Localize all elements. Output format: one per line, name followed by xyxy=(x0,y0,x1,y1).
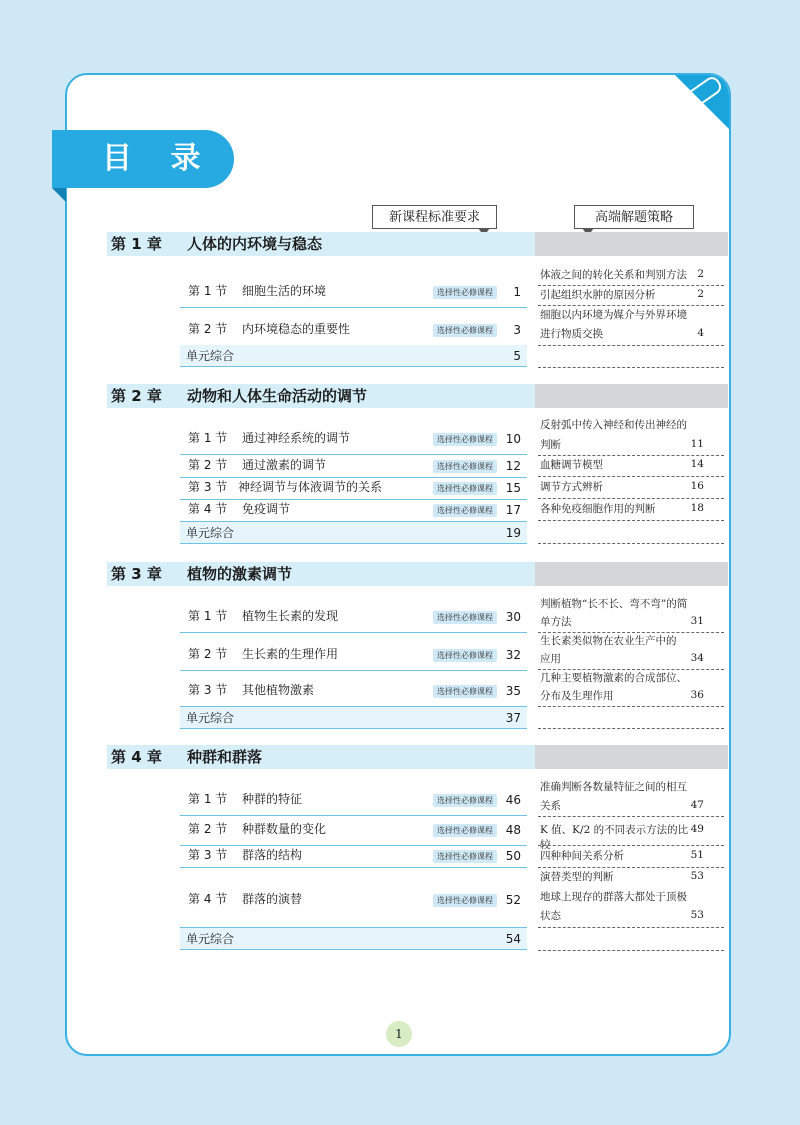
tip-page: 53 xyxy=(690,909,704,921)
tip-item: K 值、K/2 的不同表示方法的比较 xyxy=(540,824,689,851)
page-number: 52 xyxy=(505,893,521,907)
tip-item: 判断植物“长不长、弯不弯”的简 xyxy=(540,598,688,610)
chapter-number: 第 2 章 xyxy=(111,387,162,405)
divider xyxy=(538,476,724,477)
chapter-name: 植物的激素调节 xyxy=(187,565,293,583)
tip-item: 生长素类似物在农业生产中的 xyxy=(540,635,677,647)
summary-label: 单元综合 xyxy=(186,526,235,540)
page-number: 12 xyxy=(505,459,521,473)
summary-label: 单元综合 xyxy=(186,932,235,946)
divider xyxy=(538,669,724,670)
divider xyxy=(538,632,724,633)
section-title: 生长素的生理作用 xyxy=(242,647,339,661)
unit-summary-row[interactable] xyxy=(180,707,527,729)
tip-page: 36 xyxy=(690,689,704,701)
chapter-heading xyxy=(107,562,535,586)
page-number-badge: 1 xyxy=(386,1021,412,1047)
course-badge: 选择性必修课程 xyxy=(433,794,497,807)
chapter-side-band xyxy=(535,745,728,769)
toc-row[interactable] xyxy=(180,478,527,500)
divider xyxy=(538,816,724,817)
section-number: 第 4 节 xyxy=(188,502,228,516)
divider xyxy=(538,845,724,846)
divider xyxy=(538,706,724,707)
divider xyxy=(538,367,724,368)
tip-item: 进行物质交换 xyxy=(540,328,603,340)
page-number: 19 xyxy=(505,526,521,540)
divider xyxy=(538,950,724,951)
toc-row[interactable] xyxy=(180,816,527,846)
chapter-number: 第 1 章 xyxy=(111,235,162,253)
tip-page: 2 xyxy=(697,268,704,280)
toc-row[interactable] xyxy=(180,780,527,816)
divider xyxy=(538,345,724,346)
page-number: 3 xyxy=(513,323,521,337)
tip-item: 应用 xyxy=(540,653,561,665)
page-number: 1 xyxy=(513,285,521,299)
course-badge: 选择性必修课程 xyxy=(433,649,497,662)
course-badge: 选择性必修课程 xyxy=(433,611,497,624)
title-tab-fold xyxy=(52,188,66,202)
toc-row[interactable] xyxy=(180,500,527,522)
chapter-heading xyxy=(107,232,535,256)
toc-row[interactable] xyxy=(180,455,527,478)
section-title: 细胞生活的环境 xyxy=(242,284,327,298)
chapter-heading xyxy=(107,384,535,408)
chapter-side-band xyxy=(535,384,728,408)
page-number: 48 xyxy=(505,823,521,837)
section-title: 群落的结构 xyxy=(242,848,303,862)
course-badge: 选择性必修课程 xyxy=(433,433,497,446)
divider xyxy=(538,927,724,928)
section-title: 神经调节与体液调节的关系 xyxy=(238,480,383,494)
chapter-name: 人体的内环境与稳态 xyxy=(187,235,323,253)
course-badge: 选择性必修课程 xyxy=(433,482,497,495)
chapter-number: 第 3 章 xyxy=(111,565,162,583)
section-title: 通过神经系统的调节 xyxy=(242,431,351,445)
toc-row[interactable] xyxy=(180,633,527,671)
course-badge: 选择性必修课程 xyxy=(433,504,497,517)
section-title: 种群的特征 xyxy=(242,792,303,806)
course-badge: 选择性必修课程 xyxy=(433,685,497,698)
tip-item: 演替类型的判断 xyxy=(540,871,614,883)
section-number: 第 1 节 xyxy=(188,609,228,623)
tip-page: 31 xyxy=(690,615,704,627)
section-title: 免疫调节 xyxy=(242,502,291,516)
chapter-name: 种群和群落 xyxy=(187,748,263,766)
unit-summary-row[interactable] xyxy=(180,345,527,367)
section-title: 群落的演替 xyxy=(242,892,303,906)
chapter-name: 动物和人体生命活动的调节 xyxy=(187,387,368,405)
summary-label: 单元综合 xyxy=(186,349,235,363)
section-title: 其他植物激素 xyxy=(242,683,315,697)
page-number: 50 xyxy=(505,849,521,863)
tip-item: 状态 xyxy=(540,910,561,922)
tip-item: 引起组织水肿的原因分析 xyxy=(540,289,656,301)
tip-page: 11 xyxy=(690,438,704,450)
page-number: 46 xyxy=(505,793,521,807)
divider xyxy=(538,867,724,868)
section-number: 第 2 节 xyxy=(188,458,228,472)
section-number: 第 3 节 xyxy=(188,683,228,697)
toc-row[interactable] xyxy=(180,420,527,455)
section-title: 通过激素的调节 xyxy=(242,458,327,472)
summary-label: 单元综合 xyxy=(186,711,235,725)
tip-page: 18 xyxy=(690,502,704,514)
section-number: 第 2 节 xyxy=(188,322,228,336)
tip-page: 47 xyxy=(690,799,704,811)
page-number: 35 xyxy=(505,684,521,698)
page-number: 10 xyxy=(505,432,521,446)
tip-item: 各种免疫细胞作用的判断 xyxy=(540,503,656,515)
toc-row[interactable] xyxy=(180,308,527,346)
section-number: 第 2 节 xyxy=(188,822,228,836)
section-number: 第 1 节 xyxy=(188,792,228,806)
tip-item: 准确判断各数量特征之间的相互 xyxy=(540,781,687,793)
page-number: 30 xyxy=(505,610,521,624)
unit-summary-row[interactable] xyxy=(180,522,527,544)
tip-item: 单方法 xyxy=(540,616,572,628)
header-curriculum: 新课程标准要求 xyxy=(372,205,497,229)
divider xyxy=(538,498,724,499)
section-number: 第 1 节 xyxy=(188,431,228,445)
page-number: 32 xyxy=(505,648,521,662)
divider xyxy=(538,455,724,456)
chapter-heading xyxy=(107,745,535,769)
unit-summary-row[interactable] xyxy=(180,928,527,950)
header-strategy: 高端解题策略 xyxy=(574,205,694,229)
tip-page: 51 xyxy=(690,849,704,861)
course-badge: 选择性必修课程 xyxy=(433,850,497,863)
section-title: 植物生长素的发现 xyxy=(242,609,339,623)
page-number: 17 xyxy=(505,503,521,517)
divider xyxy=(538,305,724,306)
tip-item: 反射弧中传入神经和传出神经的 xyxy=(540,419,687,431)
toc-row[interactable] xyxy=(180,597,527,633)
section-title: 种群数量的变化 xyxy=(242,822,327,836)
course-badge: 选择性必修课程 xyxy=(433,460,497,473)
tip-page: 2 xyxy=(697,288,704,300)
page-number: 15 xyxy=(505,481,521,495)
course-badge: 选择性必修课程 xyxy=(433,824,497,837)
course-badge: 选择性必修课程 xyxy=(433,894,497,907)
tip-page: 4 xyxy=(697,327,704,339)
tip-item: 细胞以内环境为媒介与外界环境 xyxy=(540,309,687,321)
toc-row[interactable] xyxy=(180,868,527,928)
section-number: 第 1 节 xyxy=(188,284,228,298)
toc-row[interactable] xyxy=(180,846,527,868)
tip-item: 地球上现存的群落大都处于顶极 xyxy=(540,891,687,903)
page-number: 54 xyxy=(505,932,521,946)
tip-item: 四种种间关系分析 xyxy=(540,850,624,862)
page-title: 目 录 xyxy=(52,130,234,188)
divider xyxy=(538,728,724,729)
tip-item: 关系 xyxy=(540,800,561,812)
chapter-number: 第 4 章 xyxy=(111,748,162,766)
course-badge: 选择性必修课程 xyxy=(433,324,497,337)
divider xyxy=(538,520,724,521)
tip-item: 调节方式辨析 xyxy=(540,481,603,493)
section-number: 第 4 节 xyxy=(188,892,228,906)
page-number: 5 xyxy=(513,349,521,363)
tip-page: 49 xyxy=(690,823,704,835)
tip-page: 14 xyxy=(690,458,704,470)
section-title: 内环境稳态的重要性 xyxy=(242,322,351,336)
divider xyxy=(538,285,724,286)
toc-row[interactable] xyxy=(180,671,527,707)
tip-item: 判断 xyxy=(540,439,561,451)
section-number: 第 3 节 xyxy=(188,480,228,494)
toc-row[interactable] xyxy=(180,268,527,308)
section-number: 第 2 节 xyxy=(188,647,228,661)
chapter-side-band xyxy=(535,562,728,586)
page-number: 37 xyxy=(505,711,521,725)
tip-page: 16 xyxy=(690,480,704,492)
tip-item: 体液之间的转化关系和判别方法 xyxy=(540,269,687,281)
tip-page: 34 xyxy=(690,652,704,664)
section-number: 第 3 节 xyxy=(188,848,228,862)
chapter-side-band xyxy=(535,232,728,256)
tip-page: 53 xyxy=(690,870,704,882)
tip-item: 分布及生理作用 xyxy=(540,690,614,702)
divider xyxy=(538,543,724,544)
course-badge: 选择性必修课程 xyxy=(433,286,497,299)
tip-item: 几种主要植物激素的合成部位、 xyxy=(540,672,687,684)
tip-item: 血糖调节模型 xyxy=(540,459,603,471)
